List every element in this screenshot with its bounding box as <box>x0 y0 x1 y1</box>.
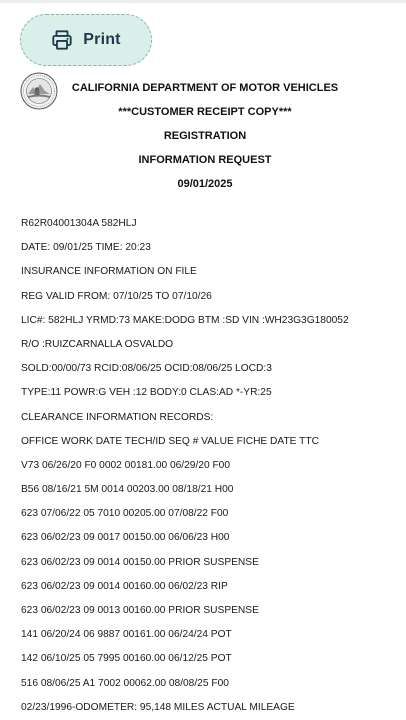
receipt-line: TYPE:11 POWR:G VEH :12 BODY:0 CLAS:AD *-YR:25 <box>21 387 272 399</box>
receipt-line: SOLD:00/00/73 RCID:08/06/25 OCID:08/06/25 LOCD:3 <box>21 363 272 375</box>
receipt-line: INSURANCE INFORMATION ON FILE <box>21 266 197 278</box>
receipt-line: LIC#: 582HLJ YRMD:73 MAKE:DODG BTM :SD VIN :WH23G3G180052 <box>21 314 349 326</box>
receipt-line: CLEARANCE INFORMATION RECORDS: <box>21 411 214 423</box>
california-seal-icon <box>20 72 58 110</box>
receipt-date: 09/01/2025 <box>177 178 233 190</box>
print-button[interactable] <box>20 14 152 66</box>
printer-icon <box>51 29 73 51</box>
receipt-line: 141 06/20/24 06 9887 00161.00 06/24/24 POT <box>21 629 232 641</box>
receipt-line: 623 06/02/23 09 0014 00160.00 06/02/23 RIP <box>21 580 228 592</box>
top-divider <box>0 0 406 3</box>
agency-title: CALIFORNIA DEPARTMENT OF MOTOR VEHICLES <box>71 82 339 94</box>
receipt-line: 623 06/02/23 09 0014 00150.00 PRIOR SUSPENSE <box>21 556 259 568</box>
receipt-line: 02/23/1996-ODOMETER: 95,148 MILES ACTUAL MILEAGE <box>21 701 295 713</box>
receipt-line: 623 06/02/23 09 0017 00150.00 06/06/23 H00 <box>21 532 230 544</box>
receipt-line: OFFICE WORK DATE TECH/ID SEQ # VALUE FICHE DATE TTC <box>21 435 319 447</box>
print-button-label: Print <box>83 31 121 48</box>
receipt-line: DATE: 09/01/25 TIME: 20:23 <box>21 242 151 254</box>
receipt-line: 623 07/06/22 05 7010 00205.00 07/08/22 F00 <box>21 508 229 520</box>
receipt-line: 142 06/10/25 05 7995 00160.00 06/12/25 POT <box>21 653 232 665</box>
receipt-line: 516 08/06/25 A1 7002 00062.00 08/08/25 F00 <box>21 677 229 689</box>
registration-title: REGISTRATION <box>163 130 247 142</box>
receipt-line: REG VALID FROM: 07/10/25 TO 07/10/26 <box>21 290 212 302</box>
receipt-line: V73 06/26/20 F0 0002 00181.00 06/29/20 F00 <box>21 459 231 471</box>
receipt-lines <box>21 212 401 720</box>
receipt-line: 623 06/02/23 09 0013 00160.00 PRIOR SUSPENSE <box>21 605 259 616</box>
receipt-line: R/O :RUIZCARNALLA OSVALDO <box>21 338 174 350</box>
receipt-copy-title: ***CUSTOMER RECEIPT COPY*** <box>118 106 292 118</box>
information-request-title: INFORMATION REQUEST <box>138 154 272 166</box>
receipt-line: B56 08/16/21 5M 0014 00203.00 08/18/21 H00 <box>21 484 234 496</box>
receipt-line: R62R04001304A 582HLJ <box>21 218 137 229</box>
